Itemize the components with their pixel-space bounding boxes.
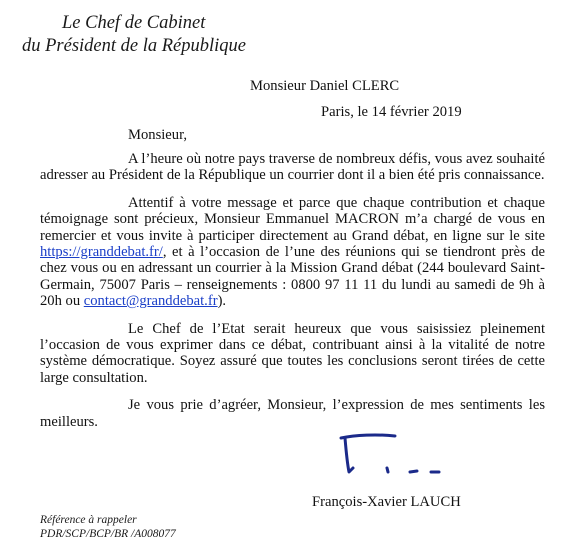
letterhead-line-1: Le Chef de Cabinet bbox=[62, 13, 206, 33]
paragraph-2-text-a: Attentif à votre message et parce que chaque contribution et chaque témoignage sont précieux, Monsieur Emmanuel MACRON m’a chargé de vous en remercier et vous invite à participer directement au Grand débat, en ligne sur le site bbox=[40, 194, 545, 244]
reference-block bbox=[40, 513, 176, 541]
paragraph-3: Le Chef de l’Etat serait heureux que vous saisissiez pleinement l’occasion de vous exprimer dans ce débat, contribuant ainsi à la vitalité de notre système démocratique. Soyez assuré que toutes les conclusions seront tirées de cette large consultation. bbox=[40, 320, 545, 386]
paragraph-1: A l’heure où notre pays traverse de nombreux défis, vous avez souhaité adresser au Président de la République un courrier dont il a bien été pris connaissance. bbox=[40, 151, 545, 184]
reference-label: Référence à rappeler bbox=[40, 514, 137, 526]
salutation: Monsieur, bbox=[128, 127, 188, 143]
paragraph-4: Je vous prie d’agréer, Monsieur, l’expression de mes sentiments les meilleurs. bbox=[40, 397, 545, 430]
date-line: Paris, le 14 février 2019 bbox=[321, 104, 462, 120]
handwritten-signature bbox=[325, 432, 445, 480]
paragraph-2-text-b: , et à l’occasion de l’une des réunions qui se tiendront près de chez vous ou en adressant un courrier à la Mission Grand débat (244 boulevard Saint-Germain, 75007 Paris – renseignements : 0800 97 11 11 du lundi au samedi de 9h à 20h ou bbox=[40, 244, 545, 310]
letterhead bbox=[22, 12, 252, 58]
signer-name: François-Xavier LAUCH bbox=[312, 494, 461, 510]
contact-email-link[interactable]: contact@granddebat.fr bbox=[83, 293, 218, 310]
granddebat-site-link[interactable]: https://granddebat.fr/ bbox=[40, 244, 163, 261]
paragraph-2-text-c: ). bbox=[217, 293, 227, 310]
letter-body bbox=[40, 151, 545, 441]
reference-code: PDR/SCP/BCP/BR /A008077 bbox=[40, 528, 176, 540]
paragraph-2 bbox=[40, 195, 545, 310]
recipient-name: Monsieur Daniel CLERC bbox=[250, 78, 400, 94]
letterhead-line-2: du Président de la République bbox=[22, 36, 247, 56]
